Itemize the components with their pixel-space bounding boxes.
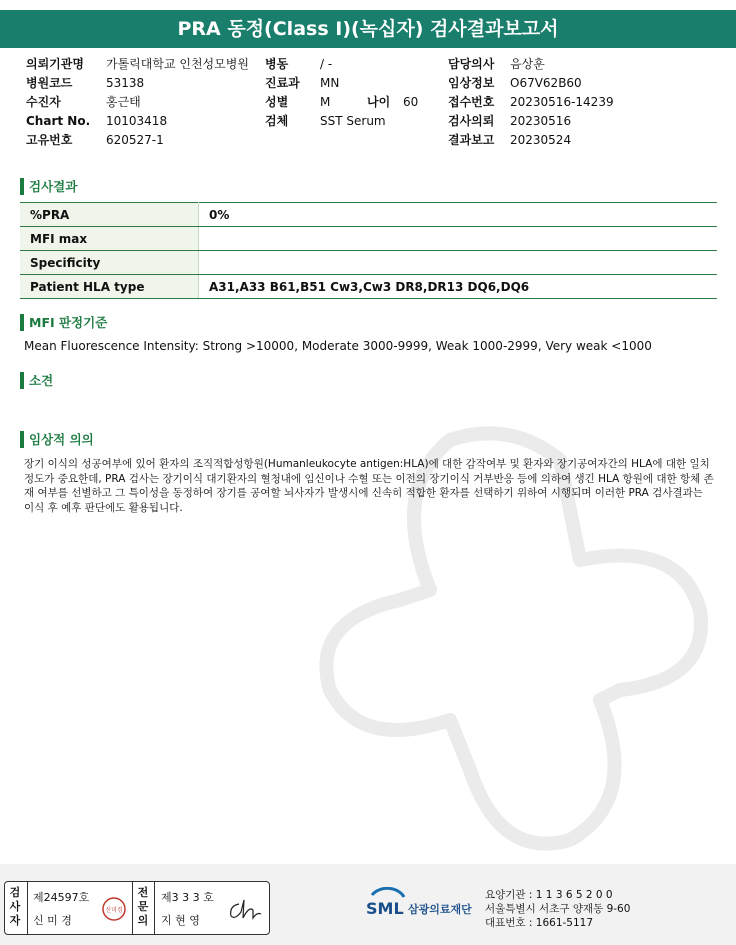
sml-logo-name: 삼광의료재단 — [408, 903, 472, 916]
patient-label: 수진자 — [26, 95, 61, 109]
result-value — [199, 251, 718, 275]
report-date-value: 20230524 — [510, 133, 572, 147]
age-label: 나이 — [367, 95, 391, 109]
institution-label: 의뢰기관명 — [26, 57, 84, 71]
result-label: MFI max — [20, 227, 199, 251]
inspector-name: 신 미 경 — [33, 914, 72, 927]
department-value: MN — [320, 76, 340, 90]
footer-info — [485, 888, 630, 930]
mfi-criteria-text: Mean Fluorescence Intensity: Strong >10000, Moderate 3000-9999, Weak 1000-2999, Very weak <1000 — [24, 339, 652, 353]
department-label: 진료과 — [265, 76, 300, 90]
result-value: 0% — [199, 203, 718, 227]
clinical-info-label: 임상정보 — [448, 76, 495, 90]
physician-name: 지 현 영 — [161, 914, 200, 927]
institution-value: 가톨릭대학교 인천성모병원 — [106, 57, 249, 71]
result-label: %PRA — [20, 203, 199, 227]
inspector-seal-text: 신미경 — [105, 907, 123, 914]
header-col-1 — [26, 55, 249, 150]
sml-logo-mark — [364, 887, 410, 921]
clinical-significance-text: 장기 이식의 성공여부에 있어 환자의 조직적합성항원(Humanleukocyte antigen:HLA)에 대한 감작여부 및 환자와 장기공여자간의 HLA에 대한 일치정도가 중요한데, PRA 검사는 장기이식 대기환자의 혈청내에 임신이나 수혈 또는 이전의 장기이식 거부반응 등에 의하여 생긴 HLA 항원에 대한 항체 존재 여부를 선별하고 그 특이성을 동정하여 장기를 공여할 뇌사자가 발생시에 신속히 적합한 환자를 선택하기 위하여 시행되며 이러한 PRA 검사결과는 이식 후 예후 판단에도 활용됩니다. — [24, 458, 714, 514]
unique-no-label: 고유번호 — [26, 133, 73, 147]
physician-signature — [227, 896, 263, 922]
report-title: PRA 동정(Class I)(녹십자) 검사결과보고서 — [0, 10, 736, 48]
request-date-value: 20230516 — [510, 114, 572, 128]
footer-phone: 대표번호 : 1661-5117 — [485, 917, 594, 929]
institution-number: 요양기관 : 1 1 3 6 5 2 0 0 — [485, 889, 613, 901]
signature-box — [4, 881, 270, 935]
sml-logo-text: SML — [366, 899, 404, 918]
ward-label: 병동 — [265, 57, 289, 71]
table-row — [20, 251, 717, 275]
reception-no-value: 20230516-14239 — [510, 95, 614, 109]
sex-label: 성별 — [265, 95, 289, 109]
table-row — [20, 227, 717, 251]
sml-logo — [364, 887, 472, 925]
ward-value: / - — [320, 57, 333, 71]
physician-license-no: 제3 3 3 호 — [161, 891, 214, 904]
patient-value: 홍근태 — [106, 95, 141, 109]
physician-label: 전문의 — [137, 886, 149, 927]
inspector-license-no: 제24597호 — [33, 891, 90, 904]
hospital-code-value: 53138 — [106, 76, 145, 90]
results-table — [20, 202, 717, 299]
inspector-label: 검사자 — [9, 886, 21, 927]
footer-address: 서울특별시 서초구 양재동 9-60 — [485, 903, 631, 915]
table-row — [20, 275, 717, 299]
age-value: 60 — [403, 95, 419, 109]
clinical-info-value: O67V62B60 — [510, 76, 582, 90]
chart-no-label: Chart No. — [26, 114, 91, 128]
unique-no-value: 620527-1 — [106, 133, 164, 147]
section-clinical-title: 임상적 의의 — [20, 431, 94, 448]
section-opinion-title: 소견 — [20, 372, 53, 389]
result-value — [199, 227, 718, 251]
table-row — [20, 203, 717, 227]
result-label: Patient HLA type — [20, 275, 199, 299]
header-col-2 — [265, 55, 418, 131]
section-results-title: 검사결과 — [20, 178, 77, 195]
section-mfi-title: MFI 판정기준 — [20, 314, 107, 331]
request-date-label: 검사의뢰 — [448, 114, 495, 128]
header-col-3 — [448, 55, 614, 150]
specimen-value: SST Serum — [320, 114, 386, 128]
inspector-seal-stamp — [101, 896, 127, 922]
hospital-code-label: 병원코드 — [26, 76, 73, 90]
report-date-label: 결과보고 — [448, 133, 495, 147]
sex-value: M — [320, 95, 331, 109]
specimen-label: 검체 — [265, 114, 289, 128]
reception-no-label: 접수번호 — [448, 95, 495, 109]
result-label: Specificity — [20, 251, 199, 275]
doctor-value: 음상훈 — [510, 57, 545, 71]
chart-no-value: 10103418 — [106, 114, 168, 128]
doctor-label: 담당의사 — [448, 57, 495, 71]
result-value: A31,A33 B61,B51 Cw3,Cw3 DR8,DR13 DQ6,DQ6 — [199, 275, 718, 299]
